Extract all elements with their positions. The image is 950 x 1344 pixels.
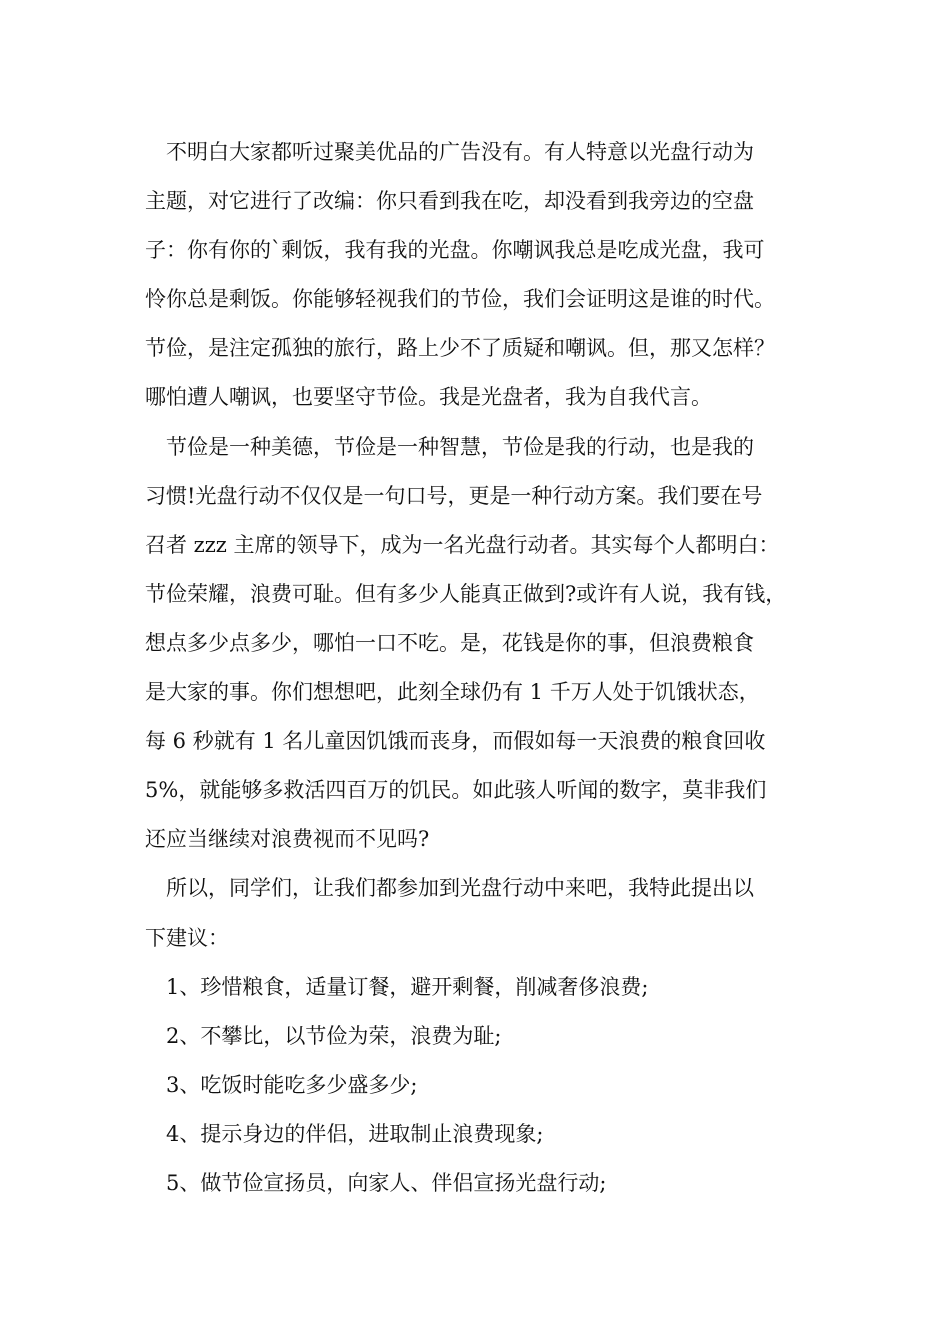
paragraph-2-line-1: 节俭是一种美德，节俭是一种智慧，节俭是我的行动，也是我的	[166, 434, 754, 459]
paragraph-1-line-2: 主题，对它进行了改编：你只看到我在吃，却没看到我旁边的空盘	[145, 189, 754, 214]
paragraph-2-line-9: 还应当继续对浪费视而不见吗?	[145, 827, 430, 852]
paragraph-2-line-8: 5%，就能够多救活四百万的饥民。如此骇人听闻的数字，莫非我们	[145, 778, 767, 803]
paragraph-2-line-6: 是大家的事。你们想想吧，此刻全球仍有 1 千万人处于饥饿状态，	[145, 680, 760, 705]
paragraph-2-line-3: 召者 zzz 主席的领导下，成为一名光盘行动者。其实每个人都明白：	[145, 532, 780, 557]
paragraph-1-line-4: 怜你总是剩饭。你能够轻视我们的节俭，我们会证明这是谁的时代。	[145, 287, 775, 312]
paragraph-1-line-3: 子：你有你的`剩饭，我有我的光盘。你嘲讽我总是吃成光盘，我可	[145, 238, 765, 263]
paragraph-1-line-5: 节俭，是注定孤独的旅行，路上少不了质疑和嘲讽。但，那又怎样？	[145, 336, 775, 361]
paragraph-3-line-1: 所以，同学们，让我们都参加到光盘行动中来吧，我特此提出以	[166, 876, 754, 901]
paragraph-2-line-2: 习惯!光盘行动不仅仅是一句口号，更是一种行动方案。我们要在号	[145, 483, 763, 508]
list-item-1: 1、珍惜粮食，适量订餐，避开剩餐，削减奢侈浪费;	[166, 974, 649, 999]
document-body	[145, 128, 845, 1208]
paragraph-3-line-2: 下建议：	[145, 925, 229, 950]
paragraph-2-line-7: 每 6 秒就有 1 名儿童因饥饿而丧身，而假如每一天浪费的粮食回收	[145, 729, 766, 754]
list-item-2: 2、不攀比，以节俭为荣，浪费为耻;	[166, 1023, 502, 1048]
list-item-4: 4、提示身边的伴侣，进取制止浪费现象;	[166, 1121, 544, 1146]
paragraph-1-line-6: 哪怕遭人嘲讽，也要坚守节俭。我是光盘者，我为自我代言。	[145, 385, 712, 410]
paragraph-2-line-5: 想点多少点多少，哪怕一口不吃。是，花钱是你的事，但浪费粮食	[145, 630, 754, 655]
paragraph-1-line-1: 不明白大家都听过聚美优品的广告没有。有人特意以光盘行动为	[166, 140, 754, 164]
list-item-3: 3、吃饭时能吃多少盛多少;	[166, 1072, 418, 1097]
list-item-5: 5、做节俭宣扬员，向家人、伴侣宣扬光盘行动;	[166, 1170, 607, 1195]
paragraph-2-line-4: 节俭荣耀，浪费可耻。但有多少人能真正做到?或许有人说，我有钱，	[145, 581, 787, 606]
